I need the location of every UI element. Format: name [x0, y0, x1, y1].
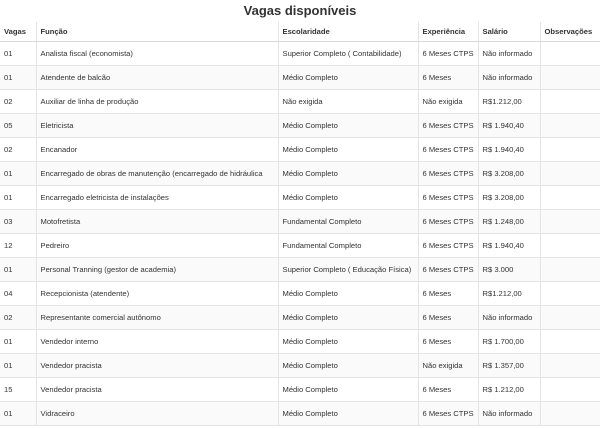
table-header-row — [0, 22, 600, 42]
column-header-salario: Salário — [478, 22, 540, 42]
cell-vagas: 01 — [0, 258, 36, 282]
cell-vagas: 01 — [0, 42, 36, 66]
cell-funcao: Recepcionista (atendente) — [36, 282, 278, 306]
cell-observacoes — [540, 306, 600, 330]
cell-funcao: Pedreiro — [36, 234, 278, 258]
cell-escolaridade: Médio Completo — [278, 330, 418, 354]
cell-experiencia: Não exigida — [418, 354, 478, 378]
cell-experiencia: 6 Meses CTPS — [418, 258, 478, 282]
cell-experiencia: 6 Meses — [418, 306, 478, 330]
table-row — [0, 114, 600, 138]
cell-salario: R$ 3.208,00 — [478, 162, 540, 186]
column-header-escolaridade: Escolaridade — [278, 22, 418, 42]
cell-escolaridade: Médio Completo — [278, 402, 418, 426]
cell-vagas: 02 — [0, 138, 36, 162]
cell-observacoes — [540, 402, 600, 426]
vagas-table — [0, 22, 600, 426]
column-header-funcao: Função — [36, 22, 278, 42]
cell-observacoes — [540, 378, 600, 402]
cell-funcao: Vendedor pracista — [36, 378, 278, 402]
column-header-vagas: Vagas — [0, 22, 36, 42]
cell-salario: Não informado — [478, 42, 540, 66]
cell-experiencia: 6 Meses — [418, 282, 478, 306]
table-row — [0, 186, 600, 210]
cell-escolaridade: Fundamental Completo — [278, 210, 418, 234]
table-row — [0, 378, 600, 402]
cell-funcao: Atendente de balcão — [36, 66, 278, 90]
cell-observacoes — [540, 234, 600, 258]
cell-funcao: Encarregado de obras de manutenção (encarregado de hidráulica — [36, 162, 278, 186]
cell-salario: Não informado — [478, 306, 540, 330]
cell-experiencia: 6 Meses — [418, 330, 478, 354]
cell-funcao: Representante comercial autônomo — [36, 306, 278, 330]
cell-funcao: Encarregado eletricista de instalações — [36, 186, 278, 210]
cell-observacoes — [540, 282, 600, 306]
cell-experiencia: 6 Meses CTPS — [418, 210, 478, 234]
cell-funcao: Motofretista — [36, 210, 278, 234]
cell-vagas: 02 — [0, 90, 36, 114]
column-header-observacoes: Observações — [540, 22, 600, 42]
cell-escolaridade: Fundamental Completo — [278, 234, 418, 258]
cell-escolaridade: Superior Completo ( Contabilidade) — [278, 42, 418, 66]
cell-vagas: 02 — [0, 306, 36, 330]
cell-experiencia: 6 Meses CTPS — [418, 402, 478, 426]
cell-vagas: 01 — [0, 354, 36, 378]
cell-experiencia: 6 Meses — [418, 66, 478, 90]
cell-experiencia: 6 Meses CTPS — [418, 186, 478, 210]
cell-vagas: 01 — [0, 66, 36, 90]
cell-salario: R$ 3.000 — [478, 258, 540, 282]
cell-observacoes — [540, 42, 600, 66]
table-row — [0, 330, 600, 354]
cell-escolaridade: Não exigida — [278, 90, 418, 114]
cell-salario: Não informado — [478, 402, 540, 426]
table-row — [0, 162, 600, 186]
cell-salario: R$ 1.700,00 — [478, 330, 540, 354]
cell-experiencia: 6 Meses CTPS — [418, 234, 478, 258]
cell-escolaridade: Superior Completo ( Educação Física) — [278, 258, 418, 282]
cell-observacoes — [540, 258, 600, 282]
cell-observacoes — [540, 90, 600, 114]
table-row — [0, 354, 600, 378]
cell-escolaridade: Médio Completo — [278, 186, 418, 210]
cell-salario: Não informado — [478, 66, 540, 90]
cell-experiencia: 6 Meses — [418, 378, 478, 402]
cell-funcao: Encanador — [36, 138, 278, 162]
cell-salario: R$ 1.248,00 — [478, 210, 540, 234]
cell-escolaridade: Médio Completo — [278, 306, 418, 330]
cell-funcao: Auxiliar de linha de produção — [36, 90, 278, 114]
page-title: Vagas disponíveis — [243, 3, 357, 18]
cell-salario: R$ 1.212,00 — [478, 378, 540, 402]
cell-experiencia: Não exigida — [418, 90, 478, 114]
cell-observacoes — [540, 186, 600, 210]
cell-experiencia: 6 Meses CTPS — [418, 114, 478, 138]
cell-escolaridade: Médio Completo — [278, 114, 418, 138]
table-row — [0, 66, 600, 90]
cell-escolaridade: Médio Completo — [278, 162, 418, 186]
cell-escolaridade: Médio Completo — [278, 282, 418, 306]
cell-funcao: Personal Tranning (gestor de academia) — [36, 258, 278, 282]
table-body — [0, 42, 600, 426]
cell-vagas: 01 — [0, 186, 36, 210]
cell-escolaridade: Médio Completo — [278, 138, 418, 162]
cell-experiencia: 6 Meses CTPS — [418, 162, 478, 186]
cell-observacoes — [540, 162, 600, 186]
table-row — [0, 402, 600, 426]
cell-salario: R$ 1.940,40 — [478, 114, 540, 138]
table-row — [0, 306, 600, 330]
cell-vagas: 12 — [0, 234, 36, 258]
cell-vagas: 01 — [0, 330, 36, 354]
table-row — [0, 138, 600, 162]
cell-salario: R$ 3.208,00 — [478, 186, 540, 210]
table-row — [0, 42, 600, 66]
cell-escolaridade: Médio Completo — [278, 66, 418, 90]
table-row — [0, 90, 600, 114]
cell-vagas: 01 — [0, 162, 36, 186]
cell-experiencia: 6 Meses CTPS — [418, 138, 478, 162]
cell-observacoes — [540, 66, 600, 90]
table-row — [0, 258, 600, 282]
cell-salario: R$ 1.357,00 — [478, 354, 540, 378]
cell-escolaridade: Médio Completo — [278, 354, 418, 378]
cell-salario: R$ 1.940,40 — [478, 234, 540, 258]
cell-funcao: Vidraceiro — [36, 402, 278, 426]
cell-experiencia: 6 Meses CTPS — [418, 42, 478, 66]
cell-salario: R$1.212,00 — [478, 90, 540, 114]
cell-observacoes — [540, 138, 600, 162]
cell-vagas: 15 — [0, 378, 36, 402]
column-header-experiencia: Experiência — [418, 22, 478, 42]
cell-funcao: Vendedor pracista — [36, 354, 278, 378]
cell-vagas: 05 — [0, 114, 36, 138]
cell-salario: R$1.212,00 — [478, 282, 540, 306]
cell-observacoes — [540, 114, 600, 138]
cell-vagas: 01 — [0, 402, 36, 426]
cell-observacoes — [540, 354, 600, 378]
table-row — [0, 282, 600, 306]
cell-observacoes — [540, 210, 600, 234]
cell-salario: R$ 1.940,40 — [478, 138, 540, 162]
cell-escolaridade: Médio Completo — [278, 378, 418, 402]
cell-funcao: Eletricista — [36, 114, 278, 138]
cell-vagas: 03 — [0, 210, 36, 234]
cell-funcao: Vendedor interno — [36, 330, 278, 354]
cell-funcao: Analista fiscal (economista) — [36, 42, 278, 66]
cell-vagas: 04 — [0, 282, 36, 306]
table-row — [0, 234, 600, 258]
table-row — [0, 210, 600, 234]
cell-observacoes — [540, 330, 600, 354]
